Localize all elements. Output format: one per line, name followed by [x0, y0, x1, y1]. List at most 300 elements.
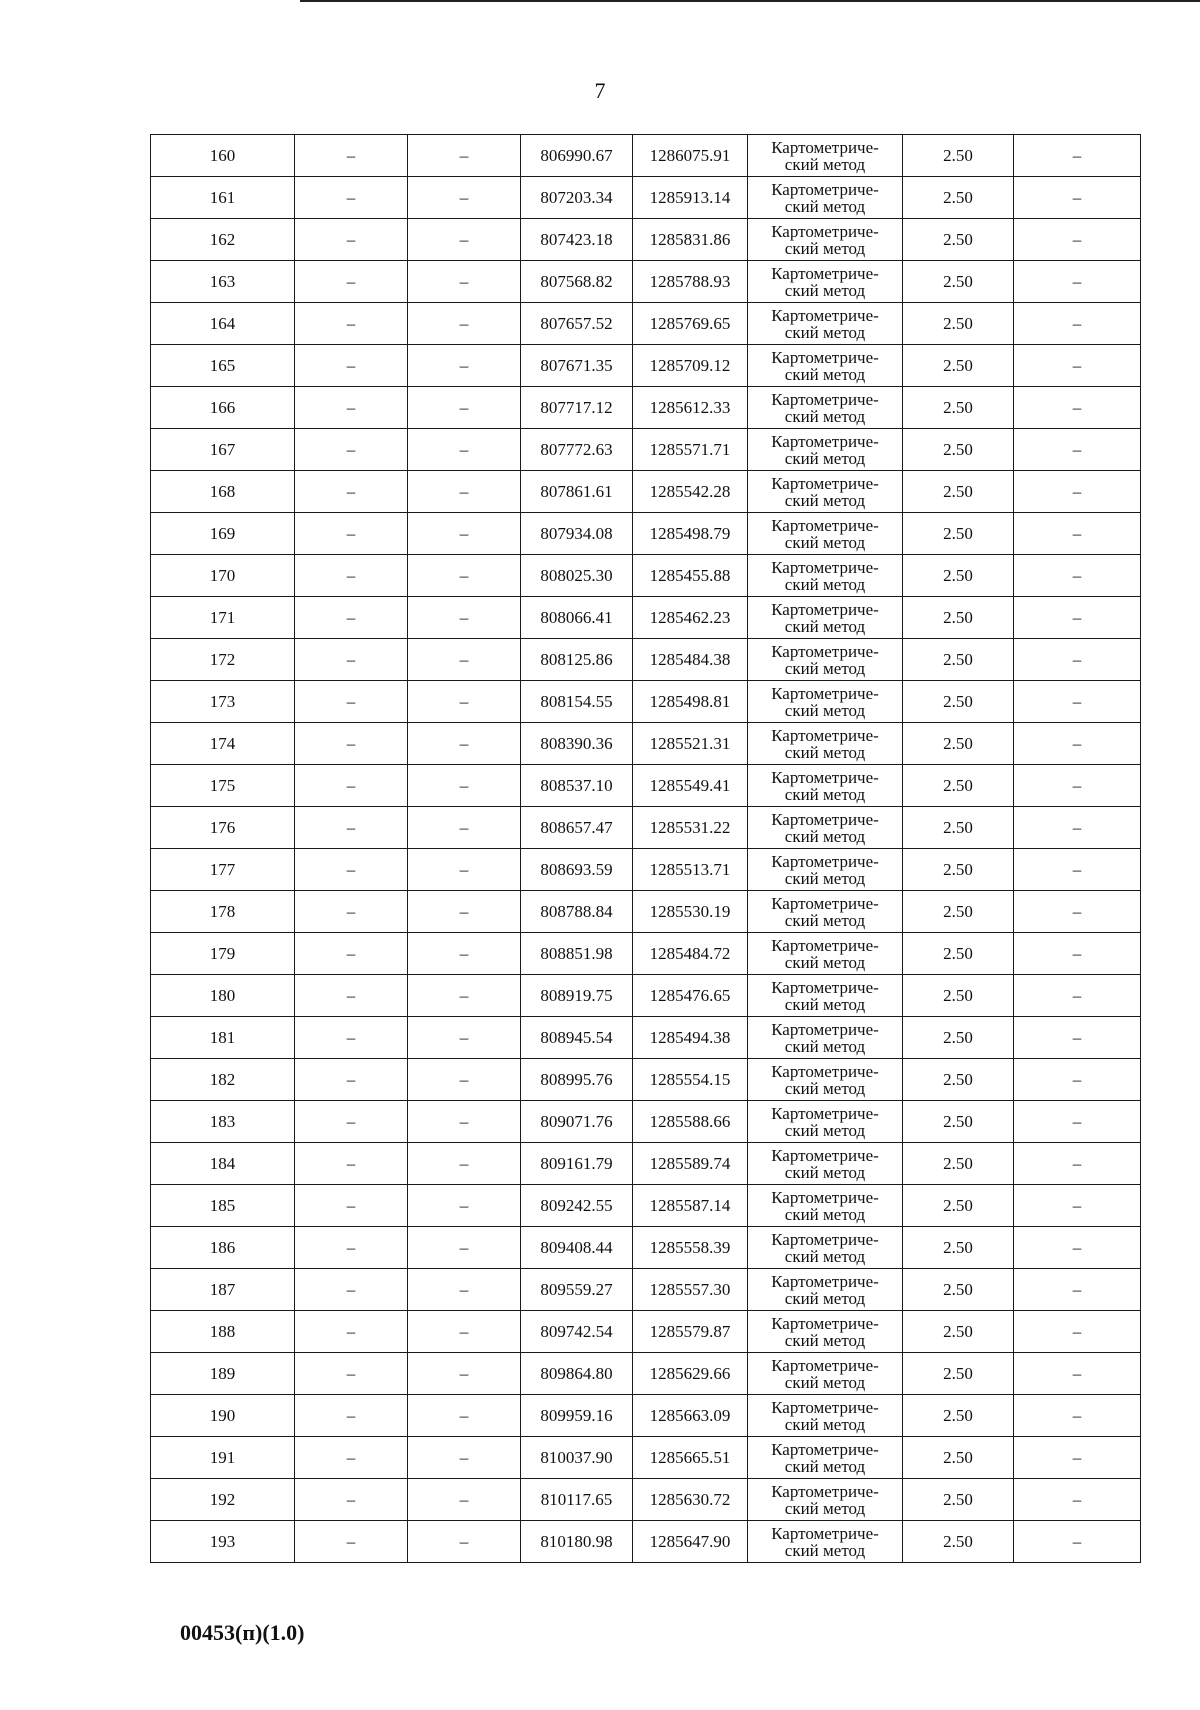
empty-cell: –	[1014, 975, 1141, 1017]
method-cell	[748, 1353, 903, 1395]
y-coordinate-cell: 1285579.87	[633, 1311, 748, 1353]
method-text-line1: Картометриче-	[771, 221, 879, 241]
empty-cell: –	[295, 1311, 408, 1353]
y-coordinate-cell: 1285589.74	[633, 1143, 748, 1185]
method-text-line1: Картометриче-	[771, 683, 879, 703]
empty-cell: –	[295, 1017, 408, 1059]
empty-cell: –	[408, 1185, 521, 1227]
x-coordinate-cell: 809408.44	[521, 1227, 633, 1269]
method-text-line2: ский метод	[784, 1456, 866, 1476]
empty-cell: –	[295, 345, 408, 387]
empty-cell: –	[1014, 219, 1141, 261]
method-cell	[748, 1395, 903, 1437]
accuracy-cell: 2.50	[903, 723, 1014, 765]
coordinates-table	[150, 134, 1141, 1563]
x-coordinate-cell: 810180.98	[521, 1521, 633, 1563]
method-text-line2: ский метод	[784, 1498, 866, 1518]
method-text-line2: ский метод	[784, 1372, 866, 1392]
y-coordinate-cell: 1285521.31	[633, 723, 748, 765]
y-coordinate-cell: 1285647.90	[633, 1521, 748, 1563]
point-number-cell: 168	[151, 471, 295, 513]
accuracy-cell: 2.50	[903, 429, 1014, 471]
point-number-cell: 163	[151, 261, 295, 303]
method-text-line1: Картометриче-	[771, 473, 879, 493]
y-coordinate-cell: 1285709.12	[633, 345, 748, 387]
method-text-line1: Картометриче-	[771, 1103, 879, 1123]
accuracy-cell: 2.50	[903, 1437, 1014, 1479]
y-coordinate-cell: 1285462.23	[633, 597, 748, 639]
empty-cell: –	[1014, 387, 1141, 429]
empty-cell: –	[408, 387, 521, 429]
x-coordinate-cell: 807657.52	[521, 303, 633, 345]
method-text-line1: Картометриче-	[771, 1355, 879, 1375]
method-text-line2: ский метод	[784, 616, 866, 636]
x-coordinate-cell: 810037.90	[521, 1437, 633, 1479]
method-text-line2: ский метод	[784, 1288, 866, 1308]
method-text-line2: ский метод	[784, 154, 866, 174]
table-row	[151, 723, 1141, 765]
empty-cell: –	[1014, 597, 1141, 639]
empty-cell: –	[1014, 1311, 1141, 1353]
x-coordinate-cell: 808154.55	[521, 681, 633, 723]
method-cell	[748, 387, 903, 429]
accuracy-cell: 2.50	[903, 219, 1014, 261]
empty-cell: –	[1014, 1143, 1141, 1185]
y-coordinate-cell: 1285630.72	[633, 1479, 748, 1521]
empty-cell: –	[408, 1269, 521, 1311]
empty-cell: –	[1014, 555, 1141, 597]
accuracy-cell: 2.50	[903, 1059, 1014, 1101]
y-coordinate-cell: 1285587.14	[633, 1185, 748, 1227]
point-number-cell: 190	[151, 1395, 295, 1437]
method-text-line1: Картометриче-	[771, 599, 879, 619]
empty-cell: –	[1014, 1101, 1141, 1143]
method-cell	[748, 303, 903, 345]
empty-cell: –	[1014, 849, 1141, 891]
method-cell	[748, 429, 903, 471]
y-coordinate-cell: 1285588.66	[633, 1101, 748, 1143]
empty-cell: –	[408, 807, 521, 849]
x-coordinate-cell: 808537.10	[521, 765, 633, 807]
y-coordinate-cell: 1285498.81	[633, 681, 748, 723]
y-coordinate-cell: 1285571.71	[633, 429, 748, 471]
table-row	[151, 1017, 1141, 1059]
y-coordinate-cell: 1285530.19	[633, 891, 748, 933]
method-cell	[748, 345, 903, 387]
table-row	[151, 177, 1141, 219]
empty-cell: –	[295, 1479, 408, 1521]
method-cell	[748, 681, 903, 723]
empty-cell: –	[295, 555, 408, 597]
accuracy-cell: 2.50	[903, 303, 1014, 345]
x-coordinate-cell: 808945.54	[521, 1017, 633, 1059]
empty-cell: –	[1014, 1185, 1141, 1227]
method-text-line2: ский метод	[784, 1120, 866, 1140]
method-text-line2: ский метод	[784, 574, 866, 594]
empty-cell: –	[1014, 1353, 1141, 1395]
x-coordinate-cell: 808919.75	[521, 975, 633, 1017]
point-number-cell: 171	[151, 597, 295, 639]
x-coordinate-cell: 807861.61	[521, 471, 633, 513]
empty-cell: –	[295, 849, 408, 891]
method-text-line1: Картометриче-	[771, 767, 879, 787]
method-text-line1: Картометриче-	[771, 347, 879, 367]
x-coordinate-cell: 808025.30	[521, 555, 633, 597]
method-text-line1: Картометриче-	[771, 1187, 879, 1207]
accuracy-cell: 2.50	[903, 1353, 1014, 1395]
accuracy-cell: 2.50	[903, 135, 1014, 177]
y-coordinate-cell: 1285612.33	[633, 387, 748, 429]
method-text-line2: ский метод	[784, 658, 866, 678]
x-coordinate-cell: 808657.47	[521, 807, 633, 849]
empty-cell: –	[1014, 639, 1141, 681]
method-text-line1: Картометриче-	[771, 1481, 879, 1501]
table-row	[151, 429, 1141, 471]
empty-cell: –	[408, 1479, 521, 1521]
empty-cell: –	[295, 639, 408, 681]
empty-cell: –	[1014, 1227, 1141, 1269]
table-row	[151, 1227, 1141, 1269]
method-cell	[748, 261, 903, 303]
empty-cell: –	[295, 723, 408, 765]
point-number-cell: 193	[151, 1521, 295, 1563]
empty-cell: –	[295, 1059, 408, 1101]
empty-cell: –	[295, 681, 408, 723]
x-coordinate-cell: 808851.98	[521, 933, 633, 975]
empty-cell: –	[1014, 891, 1141, 933]
accuracy-cell: 2.50	[903, 555, 1014, 597]
point-number-cell: 174	[151, 723, 295, 765]
point-number-cell: 181	[151, 1017, 295, 1059]
empty-cell: –	[1014, 1395, 1141, 1437]
point-number-cell: 176	[151, 807, 295, 849]
method-text-line2: ский метод	[784, 406, 866, 426]
empty-cell: –	[295, 1395, 408, 1437]
y-coordinate-cell: 1285455.88	[633, 555, 748, 597]
empty-cell: –	[1014, 261, 1141, 303]
accuracy-cell: 2.50	[903, 1143, 1014, 1185]
table-row	[151, 1269, 1141, 1311]
accuracy-cell: 2.50	[903, 765, 1014, 807]
empty-cell: –	[408, 1521, 521, 1563]
empty-cell: –	[1014, 1479, 1141, 1521]
method-text-line2: ский метод	[784, 742, 866, 762]
method-text-line1: Картометриче-	[771, 179, 879, 199]
x-coordinate-cell: 807772.63	[521, 429, 633, 471]
empty-cell: –	[295, 219, 408, 261]
table-row	[151, 471, 1141, 513]
method-text-line2: ский метод	[784, 1330, 866, 1350]
method-cell	[748, 1059, 903, 1101]
x-coordinate-cell: 808788.84	[521, 891, 633, 933]
point-number-cell: 185	[151, 1185, 295, 1227]
method-cell	[748, 555, 903, 597]
empty-cell: –	[408, 1437, 521, 1479]
empty-cell: –	[1014, 135, 1141, 177]
method-cell	[748, 765, 903, 807]
empty-cell: –	[408, 723, 521, 765]
accuracy-cell: 2.50	[903, 1017, 1014, 1059]
empty-cell: –	[1014, 1059, 1141, 1101]
table-row	[151, 1059, 1141, 1101]
table-row	[151, 1311, 1141, 1353]
y-coordinate-cell: 1285494.38	[633, 1017, 748, 1059]
empty-cell: –	[408, 135, 521, 177]
empty-cell: –	[408, 555, 521, 597]
accuracy-cell: 2.50	[903, 1311, 1014, 1353]
empty-cell: –	[1014, 303, 1141, 345]
table-body	[151, 135, 1141, 1563]
method-text-line2: ский метод	[784, 868, 866, 888]
x-coordinate-cell: 809161.79	[521, 1143, 633, 1185]
method-text-line2: ский метод	[784, 448, 866, 468]
method-text-line1: Картометриче-	[771, 641, 879, 661]
top-border-line	[300, 0, 1200, 2]
x-coordinate-cell: 808390.36	[521, 723, 633, 765]
point-number-cell: 188	[151, 1311, 295, 1353]
point-number-cell: 161	[151, 177, 295, 219]
method-text-line1: Картометриче-	[771, 431, 879, 451]
empty-cell: –	[295, 1437, 408, 1479]
method-text-line2: ский метод	[784, 1540, 866, 1560]
empty-cell: –	[408, 1059, 521, 1101]
table-row	[151, 261, 1141, 303]
method-text-line2: ский метод	[784, 1414, 866, 1434]
point-number-cell: 175	[151, 765, 295, 807]
empty-cell: –	[408, 597, 521, 639]
point-number-cell: 167	[151, 429, 295, 471]
y-coordinate-cell: 1286075.91	[633, 135, 748, 177]
method-text-line2: ский метод	[784, 1078, 866, 1098]
method-text-line1: Картометриче-	[771, 1145, 879, 1165]
empty-cell: –	[408, 177, 521, 219]
accuracy-cell: 2.50	[903, 681, 1014, 723]
point-number-cell: 187	[151, 1269, 295, 1311]
empty-cell: –	[295, 1227, 408, 1269]
method-cell	[748, 1101, 903, 1143]
y-coordinate-cell: 1285769.65	[633, 303, 748, 345]
method-text-line2: ский метод	[784, 532, 866, 552]
table-row	[151, 765, 1141, 807]
method-text-line1: Картометриче-	[771, 389, 879, 409]
table-row	[151, 135, 1141, 177]
empty-cell: –	[408, 765, 521, 807]
method-cell	[748, 933, 903, 975]
empty-cell: –	[1014, 765, 1141, 807]
table-row	[151, 681, 1141, 723]
point-number-cell: 184	[151, 1143, 295, 1185]
table-row	[151, 513, 1141, 555]
point-number-cell: 160	[151, 135, 295, 177]
method-cell	[748, 723, 903, 765]
empty-cell: –	[295, 387, 408, 429]
method-text-line1: Картометриче-	[771, 1313, 879, 1333]
empty-cell: –	[295, 1101, 408, 1143]
empty-cell: –	[1014, 471, 1141, 513]
x-coordinate-cell: 809071.76	[521, 1101, 633, 1143]
table-row	[151, 597, 1141, 639]
accuracy-cell: 2.50	[903, 891, 1014, 933]
method-text-line1: Картометриче-	[771, 809, 879, 829]
method-text-line2: ский метод	[784, 196, 866, 216]
method-text-line1: Картометриче-	[771, 935, 879, 955]
empty-cell: –	[295, 933, 408, 975]
point-number-cell: 182	[151, 1059, 295, 1101]
x-coordinate-cell: 809959.16	[521, 1395, 633, 1437]
x-coordinate-cell: 807671.35	[521, 345, 633, 387]
y-coordinate-cell: 1285831.86	[633, 219, 748, 261]
method-text-line1: Картометриче-	[771, 977, 879, 997]
empty-cell: –	[408, 1395, 521, 1437]
y-coordinate-cell: 1285531.22	[633, 807, 748, 849]
method-cell	[748, 807, 903, 849]
accuracy-cell: 2.50	[903, 639, 1014, 681]
y-coordinate-cell: 1285513.71	[633, 849, 748, 891]
point-number-cell: 166	[151, 387, 295, 429]
table-row	[151, 303, 1141, 345]
accuracy-cell: 2.50	[903, 1269, 1014, 1311]
y-coordinate-cell: 1285788.93	[633, 261, 748, 303]
x-coordinate-cell: 809742.54	[521, 1311, 633, 1353]
empty-cell: –	[1014, 1521, 1141, 1563]
point-number-cell: 192	[151, 1479, 295, 1521]
empty-cell: –	[295, 429, 408, 471]
empty-cell: –	[1014, 1017, 1141, 1059]
empty-cell: –	[408, 1311, 521, 1353]
empty-cell: –	[295, 1185, 408, 1227]
document-code: 00453(п)(1.0)	[180, 1620, 305, 1645]
accuracy-cell: 2.50	[903, 513, 1014, 555]
method-text-line1: Картометриче-	[771, 263, 879, 283]
method-text-line2: ский метод	[784, 1036, 866, 1056]
y-coordinate-cell: 1285558.39	[633, 1227, 748, 1269]
empty-cell: –	[1014, 513, 1141, 555]
table-row	[151, 891, 1141, 933]
accuracy-cell: 2.50	[903, 933, 1014, 975]
method-text-line2: ский метод	[784, 1246, 866, 1266]
table-row	[151, 1353, 1141, 1395]
table-row	[151, 555, 1141, 597]
table-row	[151, 1143, 1141, 1185]
method-cell	[748, 1311, 903, 1353]
point-number-cell: 186	[151, 1227, 295, 1269]
method-text-line1: Картометриче-	[771, 1523, 879, 1543]
empty-cell: –	[295, 975, 408, 1017]
table-row	[151, 1437, 1141, 1479]
y-coordinate-cell: 1285484.38	[633, 639, 748, 681]
table-row	[151, 1395, 1141, 1437]
y-coordinate-cell: 1285549.41	[633, 765, 748, 807]
method-cell	[748, 1479, 903, 1521]
accuracy-cell: 2.50	[903, 1185, 1014, 1227]
method-cell	[748, 1269, 903, 1311]
empty-cell: –	[408, 1101, 521, 1143]
empty-cell: –	[408, 1353, 521, 1395]
method-cell	[748, 1521, 903, 1563]
accuracy-cell: 2.50	[903, 807, 1014, 849]
empty-cell: –	[408, 681, 521, 723]
empty-cell: –	[295, 1521, 408, 1563]
point-number-cell: 178	[151, 891, 295, 933]
empty-cell: –	[295, 261, 408, 303]
method-text-line1: Картометриче-	[771, 893, 879, 913]
method-text-line1: Картометриче-	[771, 851, 879, 871]
empty-cell: –	[295, 1143, 408, 1185]
method-text-line2: ский метод	[784, 700, 866, 720]
y-coordinate-cell: 1285542.28	[633, 471, 748, 513]
method-cell	[748, 1143, 903, 1185]
x-coordinate-cell: 808066.41	[521, 597, 633, 639]
method-text-line1: Картометриче-	[771, 1397, 879, 1417]
empty-cell: –	[408, 933, 521, 975]
empty-cell: –	[408, 1143, 521, 1185]
empty-cell: –	[295, 597, 408, 639]
x-coordinate-cell: 809864.80	[521, 1353, 633, 1395]
empty-cell: –	[408, 1227, 521, 1269]
empty-cell: –	[1014, 681, 1141, 723]
method-text-line2: ский метод	[784, 1162, 866, 1182]
empty-cell: –	[408, 345, 521, 387]
table-row	[151, 807, 1141, 849]
point-number-cell: 177	[151, 849, 295, 891]
x-coordinate-cell: 807934.08	[521, 513, 633, 555]
method-text-line2: ский метод	[784, 1204, 866, 1224]
x-coordinate-cell: 807568.82	[521, 261, 633, 303]
method-cell	[748, 219, 903, 261]
empty-cell: –	[408, 975, 521, 1017]
y-coordinate-cell: 1285913.14	[633, 177, 748, 219]
method-text-line2: ский метод	[784, 910, 866, 930]
empty-cell: –	[1014, 807, 1141, 849]
method-cell	[748, 975, 903, 1017]
method-cell	[748, 639, 903, 681]
point-number-cell: 169	[151, 513, 295, 555]
accuracy-cell: 2.50	[903, 1479, 1014, 1521]
table-row	[151, 1101, 1141, 1143]
method-text-line2: ский метод	[784, 238, 866, 258]
point-number-cell: 191	[151, 1437, 295, 1479]
accuracy-cell: 2.50	[903, 387, 1014, 429]
accuracy-cell: 2.50	[903, 1227, 1014, 1269]
method-text-line1: Картометриче-	[771, 557, 879, 577]
x-coordinate-cell: 808125.86	[521, 639, 633, 681]
empty-cell: –	[295, 1353, 408, 1395]
empty-cell: –	[408, 513, 521, 555]
empty-cell: –	[295, 513, 408, 555]
method-text-line1: Картометриче-	[771, 1439, 879, 1459]
x-coordinate-cell: 809559.27	[521, 1269, 633, 1311]
method-cell	[748, 1185, 903, 1227]
empty-cell: –	[295, 177, 408, 219]
empty-cell: –	[408, 303, 521, 345]
method-text-line2: ский метод	[784, 994, 866, 1014]
accuracy-cell: 2.50	[903, 177, 1014, 219]
x-coordinate-cell: 808693.59	[521, 849, 633, 891]
empty-cell: –	[295, 135, 408, 177]
empty-cell: –	[408, 429, 521, 471]
method-text-line1: Картометриче-	[771, 305, 879, 325]
method-cell	[748, 891, 903, 933]
point-number-cell: 170	[151, 555, 295, 597]
method-cell	[748, 1437, 903, 1479]
point-number-cell: 162	[151, 219, 295, 261]
method-text-line1: Картометриче-	[771, 1019, 879, 1039]
table-row	[151, 345, 1141, 387]
empty-cell: –	[1014, 1269, 1141, 1311]
table-row	[151, 975, 1141, 1017]
method-text-line1: Картометриче-	[771, 1229, 879, 1249]
empty-cell: –	[295, 891, 408, 933]
